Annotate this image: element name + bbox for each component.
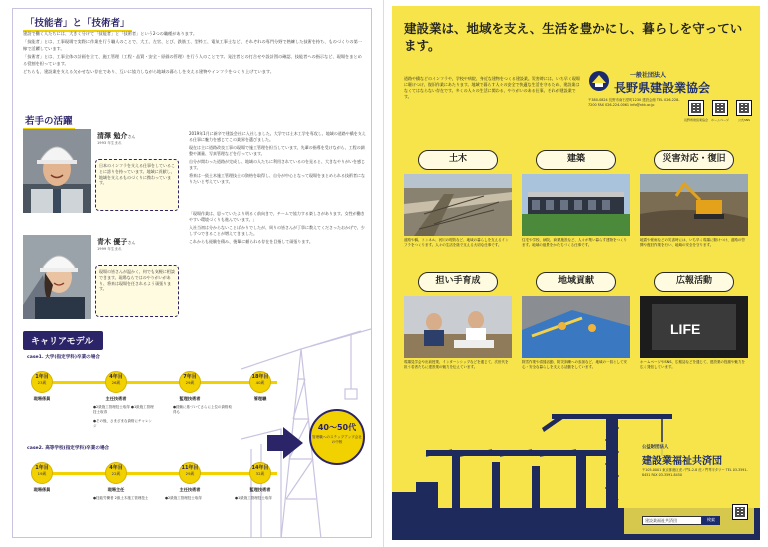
search-input[interactable]: 建設業福祉共済団: [642, 516, 702, 525]
topic-label-community: 地域貢献: [536, 272, 616, 292]
person-quote: 現場の皆さんが温かく、何でも気軽に相談できます。現場ならではのやりがいがあり、将来は現場を任されるよう頑張ります。: [95, 265, 179, 317]
association-block: [588, 66, 754, 148]
body-paragraph: 2019年1月に新卒で建設会社に入社しました。大学では土木工学を専攻し、地域の道路や橋を支える仕事に魅力を感じてこの業界を選びました。: [189, 131, 366, 142]
step-age: 23歳: [37, 380, 47, 385]
intro-paragraph: 「技能者」とは、工事現場で実際に作業を行う職人のことで、大工、左官、とび、鉄筋工、型枠工、電気工事士など、それぞれの専門分野で熟練した技術を持ち、ものづくりの第一線で活躍しています。: [23, 39, 362, 51]
case1-step-1: [31, 371, 53, 393]
step-role: 現場主任: [107, 487, 125, 492]
case1-step-2: [105, 371, 127, 393]
intro-paragraph: 「技術者」とは、工事全体の計画を立て、施工管理（工程・品質・安全・原価の管理）を行う人のことです。発注者との打合せや設計図の確認、技能者への指示など、現場をまとめる役割を担っています。: [23, 54, 362, 66]
birth-year: 1993 年生まれ: [97, 141, 122, 145]
step-year: 11年目: [181, 465, 199, 471]
topic-label-pr: 広報活動: [654, 272, 734, 292]
topic-label-civil: 土木: [418, 150, 498, 170]
step-year: 1年目: [35, 465, 49, 471]
topic-text-community: 除雪作業や清掃活動、防災訓練への参加など、地域の一員として安心・安全な暮らしを支える活動をしています。: [522, 360, 627, 369]
photo-disaster: [640, 174, 748, 236]
case1-timeline: [41, 381, 277, 384]
person-profile-2: [23, 235, 185, 323]
body-paragraph: 現在は主に道路改良工事の現場で施工管理を担当しています。先輩の指導を受けながら、工程の調整や測量、写真管理などを行っています。: [189, 145, 365, 156]
case2-step-1: [31, 462, 53, 484]
qr-caption: 長野県建設業協会: [683, 118, 708, 122]
step-year: 1年目: [35, 374, 49, 380]
worker-photo-female: [23, 235, 91, 319]
association-logo-icon: [588, 70, 610, 92]
person-name-text: 青木 優子: [97, 238, 128, 246]
goal-text: 管理職へのステップアップ会社の中核: [312, 435, 362, 444]
association-subtitle: 一般社団法人: [630, 72, 667, 79]
right-brochure-panel: [392, 6, 760, 540]
intro-paragraph: 建設で働く人たちには、大きく分けて「技能者」と「技術者」という2つの職種があります。: [23, 31, 198, 36]
fund-address: 〒105-0001 東京都港区虎ノ門1-2-8 虎ノ門琴平タワー TEL 03-3591-8451 FAX 03-3591-8450: [642, 468, 748, 477]
step-note: ●2級施工管理技士取得 ●1級施工管理技士取得: [93, 405, 154, 414]
photo-architecture: [522, 174, 630, 236]
photo-training: [404, 296, 512, 358]
person-name-text: 清澤 勉介: [97, 132, 128, 140]
step-note: ●技能労働者 2級土木施工管理技士: [93, 496, 149, 500]
page-title: 建設業は、地域を支え、生活を豊かにし、暮らしを守っています。: [404, 21, 743, 53]
association-name: 長野県建設業協会: [614, 81, 711, 95]
step-age: 32歳: [255, 471, 265, 476]
step-age: 40歳: [255, 380, 265, 385]
qr-caption: ホームページ: [711, 118, 729, 122]
step-note: ●2級施工管理技士取得: [165, 496, 202, 500]
step-role: 管理職: [253, 396, 267, 401]
qr-code-icon[interactable]: [712, 100, 728, 116]
intro-paragraph: どちらも、建設業を支える欠かせない存在であり、互いに協力しながら地域の暮らしを支える建物やインフラをつくり上げています。: [23, 69, 274, 75]
topic-text-training: 現場見学会や出前授業、インターンシップなどを通じて、次世代を担う若者たちに建設業の魅力を伝えています。: [404, 360, 509, 369]
topic-label-training: 担い手育成: [418, 272, 498, 292]
step-age: 19歳: [37, 471, 47, 476]
step-year: 7年目: [183, 374, 197, 380]
case1-label: case1. 大学(指定学科)卒業の場合: [27, 355, 100, 360]
topic-text-disaster: 地震や豪雨などの災害時には、いち早く現場に駆けつけ、道路の啓開や復旧作業を行い、地域の安全を守ります。: [640, 238, 745, 247]
step-role: 主任技術者: [179, 487, 201, 492]
photo-civil: [404, 174, 512, 236]
fund-name: 建設業福祉共済団: [642, 456, 722, 467]
body-paragraph: 自分が関わった道路が完成し、地域の人たちに利用されているのを見ると、大きなやりがいを感じます。: [189, 159, 365, 170]
person-name: [97, 131, 135, 141]
topic-text-civil: 道路や橋、トンネル、河川の堤防など、地域の暮らしを支えるインフラをつくります。人々の生活を陰で支える大切な仕事です。: [404, 238, 509, 247]
young-body-text: [189, 131, 367, 247]
case2-step-3: [179, 462, 201, 484]
qr-code-icon[interactable]: [688, 100, 704, 116]
birth-year: 1999 年生まれ: [97, 247, 122, 251]
step-note: ●その後、さまざまな資格にチャレンジ: [93, 419, 152, 428]
young-heading: 若手の活躍: [23, 113, 75, 130]
svg-text:LIFE: LIFE: [670, 321, 701, 337]
topic-text-pr: ホームページやSNS、広報誌などを通じて、建設業の役割や魅力を広く発信しています。: [640, 360, 745, 369]
case2-step-2: [105, 462, 127, 484]
step-year: 4年目: [109, 374, 123, 380]
worker-photo-male: [23, 129, 91, 213]
qr-code-icon[interactable]: [732, 504, 748, 520]
step-role: 主任技術者: [105, 396, 127, 401]
step-age: 26歳: [111, 380, 121, 385]
search-button[interactable]: 検索: [702, 516, 720, 525]
step-role: 監理技術者: [249, 487, 271, 492]
person-profile-1: [23, 129, 185, 217]
body-paragraph: これからも経験を積み、後輩に頼られる存在を目指して頑張ります。: [189, 239, 313, 244]
topic-label-disaster: 災害対応・復旧: [654, 150, 734, 170]
step-age: 29歳: [185, 380, 195, 385]
step-year: 4年目: [109, 465, 123, 471]
step-age: 22歳: [111, 471, 121, 476]
photo-community: [522, 296, 630, 358]
case2-timeline: [41, 472, 277, 475]
photo-pr: [640, 296, 748, 358]
step-year: 14年目: [251, 465, 269, 471]
case2-step-4: [249, 462, 271, 484]
qr-code-icon[interactable]: [736, 100, 752, 116]
left-brochure-panel: [12, 8, 372, 538]
step-role: 現場係員: [33, 396, 51, 401]
honorific: さん: [127, 240, 136, 245]
topic-text-architecture: 住宅や学校、病院、商業施設など、人々が集い暮らす建物をつくります。地域の風景をかたちづくる仕事です。: [522, 238, 627, 247]
arrow-right-icon: [283, 427, 303, 459]
case1-step-4: [249, 371, 271, 393]
tech-intro: [23, 31, 363, 77]
honorific: さん: [127, 134, 136, 139]
step-note: ●1級施工管理技士取得: [235, 496, 272, 500]
qr-caption: 公式SNS: [737, 118, 751, 122]
body-paragraph: 将来は一級土木施工管理技士の資格を取得し、自分が中心となって現場をまとめられる技術者になりたいと考えています。: [189, 173, 365, 184]
intro-text: 道路や橋などのインフラや、学校や病院、身近な建物をつくる建設業。災害時には、いち早く現場に駆けつけ、復旧作業にあたります。地域で暮らす人々の安全で快適な生活を守るため、建設業はなくてはならない存在です。多くの人々の生活に関わる、やりがいのある仕事。それが建設業です。: [404, 76, 580, 99]
case1-step-3: [179, 371, 201, 393]
step-role: 監理技術者: [179, 396, 201, 401]
step-age: 29歳: [185, 471, 195, 476]
step-role: 現場係員: [33, 487, 51, 492]
person-name: [97, 237, 135, 247]
step-year: 18年目: [251, 374, 269, 380]
tech-heading: 「技能者」と「技術者」: [23, 15, 132, 32]
career-heading: キャリアモデル: [23, 331, 103, 350]
right-page: [384, 0, 768, 547]
case2-label: case2. 高等学校(指定学科)卒業の場合: [27, 446, 110, 451]
fund-subtitle: 公益財団法人: [642, 445, 669, 450]
career-goal: [309, 409, 365, 465]
fund-block: [624, 442, 754, 534]
body-paragraph: 「現場作業は、思っていたより明るく前向きで、チームで協力する楽しさがあります。女性が働きやすい環境づくりも進んでいます。」: [189, 211, 365, 222]
goal-age: 40～50代: [317, 423, 357, 432]
topic-label-architecture: 建築: [536, 150, 616, 170]
step-note: ●経験に基づいてさらに上位の資格取得も: [173, 405, 233, 414]
person-quote: 日本のインフラを支える仕事をしていることに誇りを持っています。地域に貢献し、地域を支えるものづくりに携わっています。: [95, 159, 179, 211]
association-address: 〒380-0824 長野市南石堂町1230 建設会館 TEL 026-228-7200 FAX 026-224-0061 info@nkk.or.jp: [588, 98, 680, 107]
body-paragraph: 入社当初は分からないことばかりでしたが、周りの皆さんが丁寧に教えてくださったおかげで、少しずつできることが増えてきました。: [189, 225, 365, 236]
